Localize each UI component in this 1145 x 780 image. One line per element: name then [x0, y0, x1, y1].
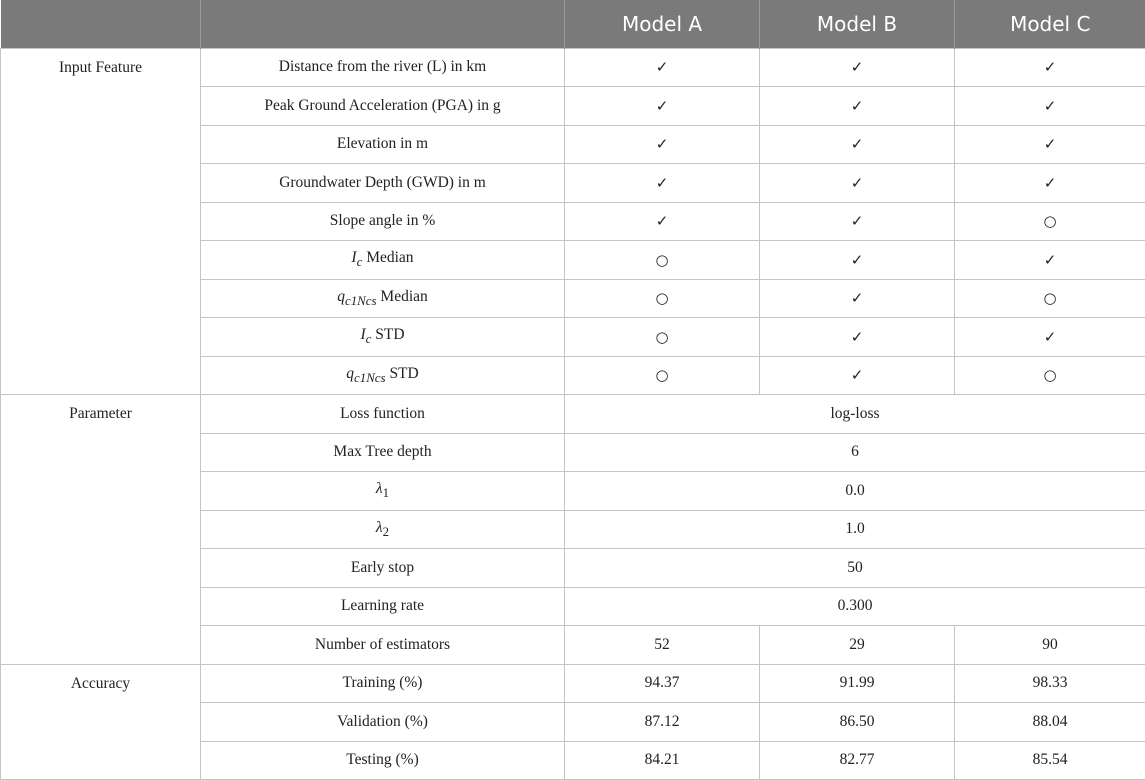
feature-sub: c1Ncs [344, 292, 377, 308]
check-icon: ✓ [565, 202, 760, 241]
header-blank-label [201, 0, 565, 48]
check-icon: ✓ [760, 356, 955, 395]
parameter-value: 6 [565, 433, 1145, 472]
check-icon: ✓ [565, 125, 760, 164]
parameter-label [201, 510, 565, 549]
parameter-label [201, 472, 565, 511]
accuracy-label: Validation (%) [201, 703, 565, 742]
parameter-var: λ [375, 518, 383, 536]
table-row [1, 48, 1145, 87]
header-model-a: Model A [565, 0, 760, 48]
check-icon: ✓ [760, 279, 955, 318]
check-icon: ✓ [955, 125, 1145, 164]
table-body [1, 48, 1145, 780]
accuracy-model-a: 94.37 [565, 664, 760, 703]
check-icon: ✓ [760, 125, 955, 164]
check-icon: ✓ [955, 241, 1145, 280]
check-icon: ✓ [760, 202, 955, 241]
feature-var: q [346, 364, 355, 382]
table-row [1, 664, 1145, 703]
circle-icon: ○ [565, 318, 760, 357]
check-icon: ✓ [760, 241, 955, 280]
header-row [1, 0, 1145, 48]
feature-suffix: Median [362, 249, 414, 267]
group-parameter: Parameter [1, 395, 201, 665]
check-icon: ✓ [565, 87, 760, 126]
parameter-var: λ [375, 480, 383, 498]
parameter-sub: 2 [382, 523, 390, 539]
accuracy-model-a: 84.21 [565, 741, 760, 780]
parameter-value: 1.0 [565, 510, 1145, 549]
accuracy-model-c: 98.33 [955, 664, 1145, 703]
check-icon: ✓ [760, 87, 955, 126]
accuracy-model-b: 82.77 [760, 741, 955, 780]
feature-suffix: STD [385, 364, 419, 382]
parameter-value: 50 [565, 549, 1145, 588]
feature-suffix: STD [371, 326, 405, 344]
estimators-model-b: 29 [760, 626, 955, 665]
circle-icon: ○ [565, 279, 760, 318]
feature-label: Peak Ground Acceleration (PGA) in g [201, 87, 565, 126]
group-accuracy: Accuracy [1, 664, 201, 780]
parameter-label: Max Tree depth [201, 433, 565, 472]
check-icon: ✓ [565, 164, 760, 203]
check-icon: ✓ [760, 164, 955, 203]
feature-suffix: Median [376, 287, 428, 305]
feature-label: Groundwater Depth (GWD) in m [201, 164, 565, 203]
feature-var: I [351, 249, 357, 267]
parameter-label: Learning rate [201, 587, 565, 626]
feature-label [201, 318, 565, 357]
circle-icon: ○ [955, 202, 1145, 241]
check-icon: ✓ [955, 318, 1145, 357]
check-icon: ✓ [955, 87, 1145, 126]
check-icon: ✓ [760, 48, 955, 87]
feature-label: Distance from the river (L) in km [201, 48, 565, 87]
estimators-model-c: 90 [955, 626, 1145, 665]
circle-icon: ○ [565, 356, 760, 395]
table-row [1, 395, 1145, 434]
check-icon: ✓ [760, 318, 955, 357]
accuracy-label: Training (%) [201, 664, 565, 703]
feature-label: Elevation in m [201, 125, 565, 164]
parameter-value: 0.0 [565, 472, 1145, 511]
feature-label [201, 279, 565, 318]
estimators-model-a: 52 [565, 626, 760, 665]
header-model-b: Model B [760, 0, 955, 48]
feature-var: I [360, 326, 366, 344]
feature-var: q [337, 287, 345, 305]
check-icon: ✓ [955, 48, 1145, 87]
feature-label [201, 356, 565, 395]
accuracy-model-b: 86.50 [760, 703, 955, 742]
check-icon: ✓ [955, 164, 1145, 203]
parameter-value: log-loss [565, 395, 1145, 434]
accuracy-model-b: 91.99 [760, 664, 955, 703]
circle-icon: ○ [565, 241, 760, 280]
feature-label [201, 241, 565, 280]
feature-sub: c1Ncs [354, 369, 386, 385]
parameter-label: Early stop [201, 549, 565, 588]
feature-label: Slope angle in % [201, 202, 565, 241]
accuracy-label: Testing (%) [201, 741, 565, 780]
parameter-sub: 1 [382, 485, 390, 501]
accuracy-model-c: 85.54 [955, 741, 1145, 780]
group-input-feature: Input Feature [1, 48, 201, 395]
parameter-label: Number of estimators [201, 626, 565, 665]
parameter-label: Loss function [201, 395, 565, 434]
check-icon: ✓ [565, 48, 760, 87]
circle-icon: ○ [955, 356, 1145, 395]
header-model-c: Model C [955, 0, 1145, 48]
accuracy-model-c: 88.04 [955, 703, 1145, 742]
table-header [1, 0, 1145, 48]
parameter-value: 0.300 [565, 587, 1145, 626]
feature-sub: c [356, 254, 363, 270]
accuracy-model-a: 87.12 [565, 703, 760, 742]
feature-sub: c [365, 331, 372, 347]
circle-icon: ○ [955, 279, 1145, 318]
header-blank-group [1, 0, 201, 48]
